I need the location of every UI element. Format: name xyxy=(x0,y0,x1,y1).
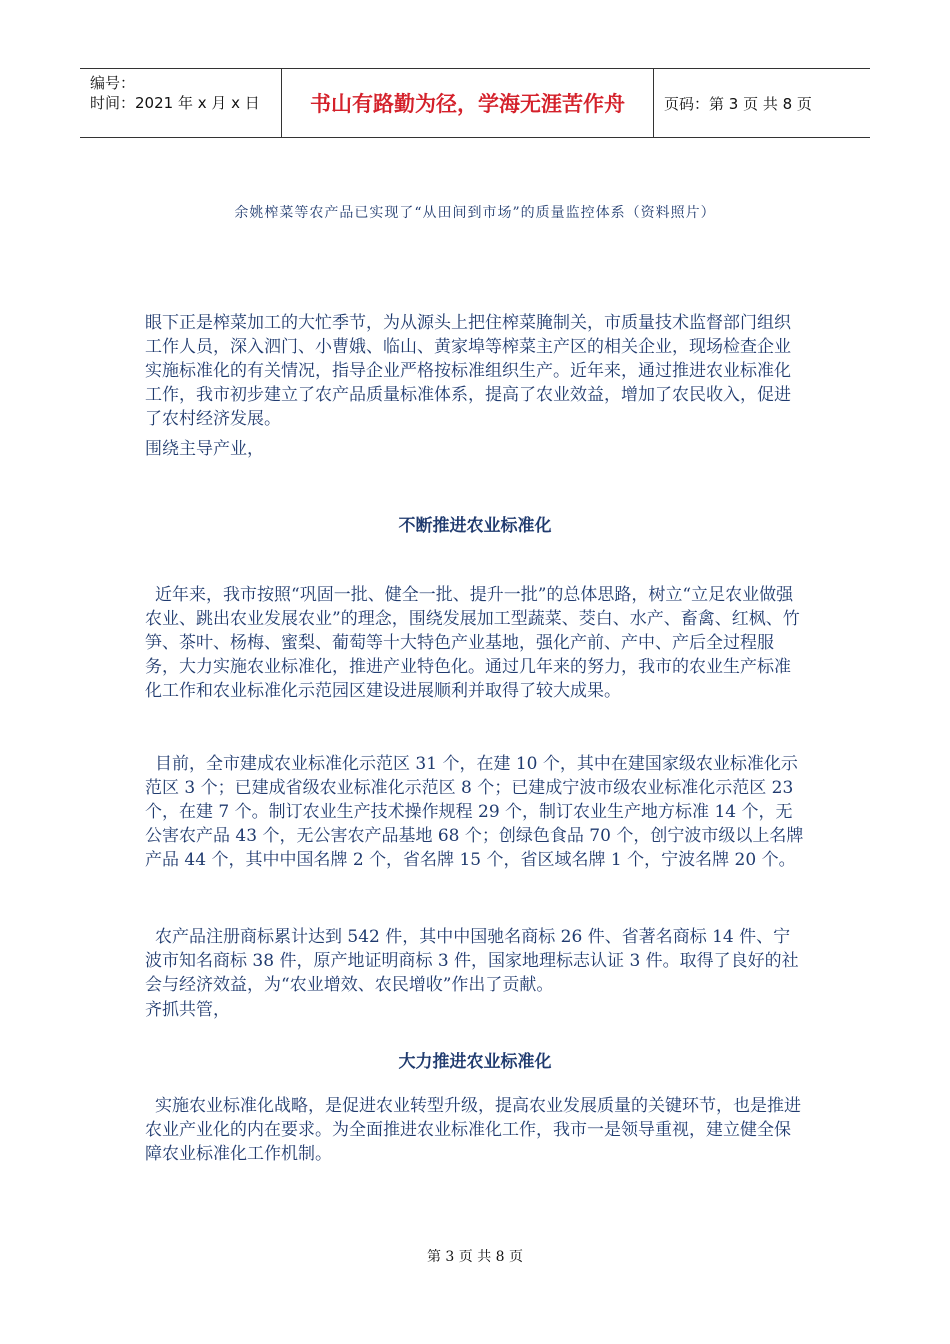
paragraph-1b: 围绕主导产业， xyxy=(145,439,264,459)
header-page-info: 页码：第 3 页 共 8 页 xyxy=(664,94,812,113)
header-motto: 书山有路勤为径，学海无涯苦作舟 xyxy=(282,69,654,137)
header-table xyxy=(80,68,870,138)
paragraph-4: 农产品注册商标累计达到 542 件，其中中国驰名商标 26 件、省著名商标 14 件、宁波市知名商标 38 件，原产地证明商标 3 件，国家地理标志认证 3 件。取得了良好的社会与经济效益，为“农业增效、农民增收”作出了贡献。 xyxy=(145,927,799,995)
time-label: 时间：2021 年 x 月 x 日 xyxy=(90,94,260,112)
page-footer: 第 3 页 共 8 页 xyxy=(426,1249,524,1265)
section-heading-1: 不断推进农业标准化 xyxy=(398,516,552,536)
paragraph-3: 目前，全市建成农业标准化示范区 31 个，在建 10 个，其中在建国家级农业标准化示范区 3 个；已建成省级农业标准化示范区 8 个；已建成宁波市级农业标准化示范区 23 个，在建 7 个。制订农业生产技术操作规程 29 个，制订农业生产地方标准 14 个，无公害农产品 43 个，无公害农产品基地 68 个；创绿色食品 70 个，创宁波市级以上名牌产品 44 个，其中中国名牌 2 个，省名牌 15 个，省区域名牌 1 个，宁波名牌 20 个。 xyxy=(145,754,804,870)
section-heading-2: 大力推进农业标准化 xyxy=(398,1052,552,1072)
header-meta xyxy=(80,69,282,137)
paragraph-2: 近年来，我市按照“巩固一批、健全一批、提升一批”的总体思路，树立“立足农业做强农业、跳出农业发展农业”的理念，围绕发展加工型蔬菜、茭白、水产、畜禽、红枫、竹笋、茶叶、杨梅、蜜梨、葡萄等十大特色产业基地，强化产前、产中、产后全过程服务，大力实施农业标准化，推进产业特色化。通过几年来的努力，我市的农业生产标准化工作和农业标准化示范园区建设进展顺利并取得了较大成果。 xyxy=(145,585,800,701)
paragraph-5: 实施农业标准化战略，是促进农业转型升级，提高农业发展质量的关键环节，也是推进农业产业化的内在要求。为全面推进农业标准化工作，我市一是领导重视，建立健全保障农业标准化工作机制。 xyxy=(145,1096,801,1164)
photo-caption: 余姚榨菜等农产品已实现了“从田间到市场”的质量监控体系（资料照片） xyxy=(234,205,716,221)
number-label: 编号： xyxy=(90,74,136,92)
paragraph-4b: 齐抓共管， xyxy=(145,1000,230,1020)
paragraph-1: 眼下正是榨菜加工的大忙季节，为从源头上把住榨菜腌制关，市质量技术监督部门组织工作人员，深入泗门、小曹娥、临山、黄家埠等榨菜主产区的相关企业，现场检查企业实施标准化的有关情况，指导企业严格按标准组织生产。近年来，通过推进农业标准化工作，我市初步建立了农产品质量标准体系，提高了农业效益，增加了农民收入，促进了农村经济发展。 xyxy=(145,313,791,429)
